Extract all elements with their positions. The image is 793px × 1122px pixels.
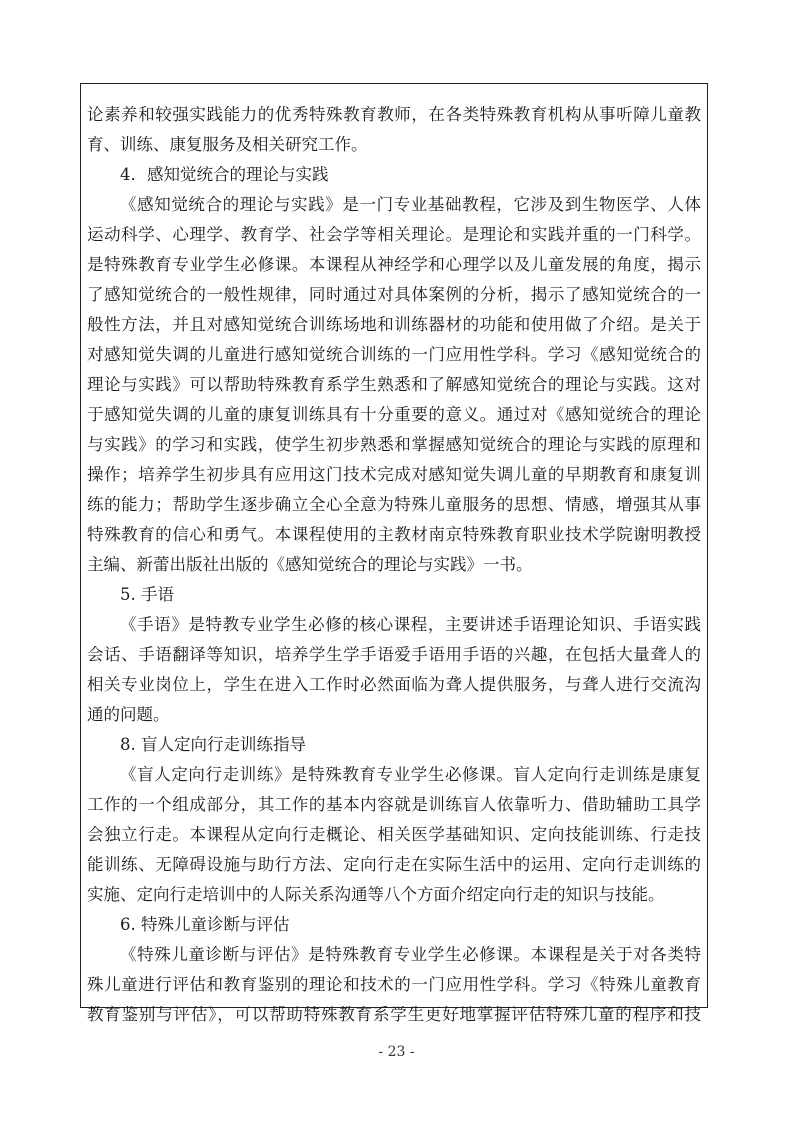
text-line: 殊儿童进行评估和教育鉴别的理论和技术的一门应用性学科。学习《特殊儿童教育 bbox=[87, 975, 701, 994]
text-line: 了感知觉统合的一般性规律，同时通过对具体案例的分析，揭示了感知觉统合的一 bbox=[87, 285, 701, 304]
text-line: 通的问题。 bbox=[87, 705, 170, 724]
text-line: 论素养和较强实践能力的优秀特殊教育教师，在各类特殊教育机构从事听障儿童教 bbox=[87, 105, 701, 124]
text-line: 育、训练、康复服务及相关研究工作。 bbox=[87, 135, 368, 154]
text-line: 特殊教育的信心和勇气。本课程使用的主教材南京特殊教育职业技术学院谢明教授 bbox=[87, 525, 701, 544]
text-line: 相关专业岗位上，学生在进入工作时必然面临为聋人提供服务，与聋人进行交流沟 bbox=[87, 675, 701, 694]
text-line: 是特殊教育专业学生必修课。本课程从神经学和心理学以及儿童发展的角度，揭示 bbox=[87, 255, 701, 274]
text-line: 理论与实践》可以帮助特殊教育系学生熟悉和了解感知觉统合的理论与实践。这对 bbox=[87, 375, 701, 394]
text-line: 与实践》的学习和实践，使学生初步熟悉和掌握感知觉统合的理论与实践的原理和 bbox=[87, 435, 701, 454]
text-line: 般性方法，并且对感知觉统合训练场地和训练器材的功能和使用做了介绍。是关于 bbox=[87, 315, 701, 334]
text-line: 工作的一个组成部分，其工作的基本内容就是训练盲人依靠听力、借助辅助工具学 bbox=[87, 795, 701, 814]
text-line: 对感知觉失调的儿童进行感知觉统合训练的一门应用性学科。学习《感知觉统合的 bbox=[87, 345, 701, 364]
text-line: 能训练、无障碍设施与助行方法、定向行走在实际生活中的运用、定向行走训练的 bbox=[87, 855, 701, 874]
text-line: 实施、定向行走培训中的人际关系沟通等八个方面介绍定向行走的知识与技能。 bbox=[87, 885, 665, 904]
text-line: 于感知觉失调的儿童的康复训练具有十分重要的意义。通过对《感知觉统合的理论 bbox=[87, 405, 701, 424]
content-frame bbox=[80, 83, 708, 1024]
section-heading: 6. 特殊儿童诊断与评估 bbox=[120, 915, 290, 934]
text-line: 会话、手语翻译等知识，培养学生学手语爱手语用手语的兴趣，在包括大量聋人的 bbox=[87, 645, 701, 664]
text-line: 会独立行走。本课程从定向行走概论、相关医学基础知识、定向技能训练、行走技 bbox=[87, 825, 701, 844]
text-line: 《盲人定向行走训练》是特殊教育专业学生必修课。盲人定向行走训练是康复 bbox=[120, 765, 701, 784]
text-line: 《感知觉统合的理论与实践》是一门专业基础教程，它涉及到生物医学、人体 bbox=[120, 195, 701, 214]
section-heading: 5. 手语 bbox=[120, 585, 174, 604]
text-line: 《手语》是特教专业学生必修的核心课程，主要讲述手语理论知识、手语实践 bbox=[120, 615, 701, 634]
body-text bbox=[87, 100, 701, 1030]
text-line: 教育鉴别与评估》，可以帮助特殊教育系学生更好地掌握评估特殊儿童的程序和技 bbox=[87, 1005, 701, 1024]
text-line: 运动科学、心理学、教育学、社会学等相关理论。是理论和实践并重的一门科学。 bbox=[87, 225, 701, 244]
text-line: 操作；培养学生初步具有应用这门技术完成对感知觉失调儿童的早期教育和康复训 bbox=[87, 465, 701, 484]
page-number: - 23 - bbox=[378, 1044, 415, 1060]
text-line: 《特殊儿童诊断与评估》是特殊教育专业学生必修课。本课程是关于对各类特 bbox=[120, 945, 701, 964]
section-heading: 8. 盲人定向行走训练指导 bbox=[120, 735, 306, 754]
text-line: 练的能力；帮助学生逐步确立全心全意为特殊儿童服务的思想、情感，增强其从事 bbox=[87, 495, 701, 514]
text-line: 主编、新蕾出版社出版的《感知觉统合的理论与实践》一书。 bbox=[87, 555, 533, 574]
section-heading: 4．感知觉统合的理论与实践 bbox=[120, 165, 329, 184]
